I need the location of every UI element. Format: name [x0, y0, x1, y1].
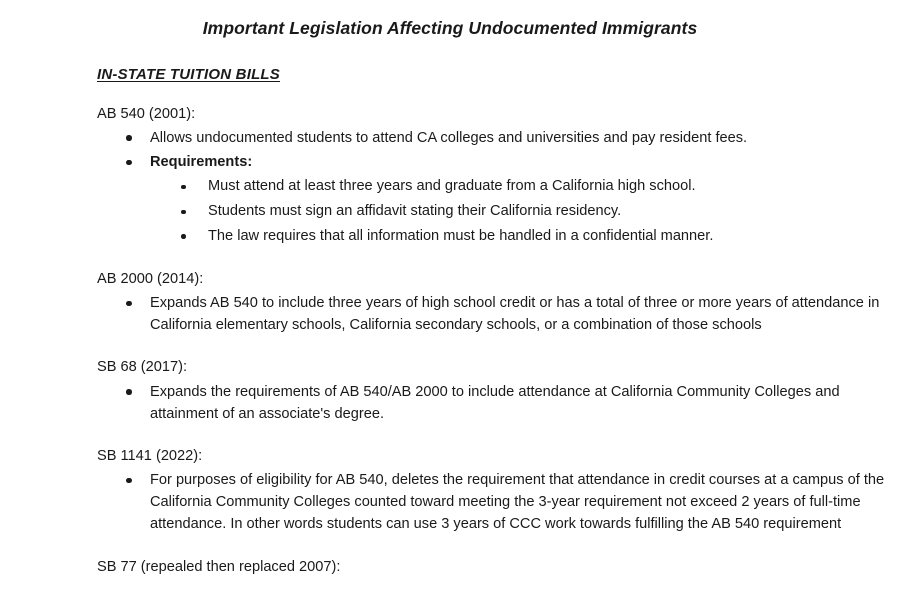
- bullet-disc-icon: [126, 160, 132, 166]
- bill-label-partial: SB 77 (repealed then replaced 2007):: [97, 558, 341, 575]
- list-item-text: The law requires that all information must be handled in a confidential manner.: [208, 228, 714, 245]
- bill-bullet-list: [97, 125, 900, 248]
- list-item-text: Expands AB 540 to include three years of high school credit or has a total of three or more years of attendance in California elementary schools, California secondary schools, or a combination of those schools: [150, 295, 880, 334]
- list-item-text: Requirements:: [150, 154, 253, 171]
- bullet-disc-icon: [126, 478, 132, 484]
- bill-bullet-list: [97, 467, 900, 536]
- list-item: [97, 290, 900, 336]
- section-heading-in-state-tuition-bills: IN-STATE TUITION BILLS: [97, 65, 280, 83]
- bullet-disc-icon: [126, 301, 132, 307]
- list-item-text: Must attend at least three years and graduate from a California high school.: [208, 178, 696, 195]
- list-item-text: For purposes of eligibility for AB 540, deletes the requirement that attendance in credit courses at a campus of the California Community Colleges counted toward meeting the 3-year requirement not exceed 2 years of full-time attendance. In other words students can use 3 years of CCC work towards fulfilling the AB 540 requirement: [150, 472, 885, 533]
- list-item: [97, 467, 900, 536]
- bill-block: [0, 425, 900, 536]
- bill-label: SB 1141 (2022):: [97, 447, 203, 464]
- bill-label: AB 540 (2001):: [97, 105, 196, 122]
- bullet-disc-icon: [126, 135, 132, 141]
- list-item: [150, 198, 900, 223]
- bill-block: [0, 83, 900, 248]
- bullet-dot-icon: [181, 185, 186, 190]
- list-item-text: Allows undocumented students to attend CA colleges and universities and pay resident fees.: [150, 129, 748, 146]
- sub-bullet-list: [150, 173, 900, 248]
- list-item: [97, 149, 900, 248]
- bullet-disc-icon: [126, 389, 132, 395]
- bill-block: [0, 336, 900, 425]
- list-item-text: Students must sign an affidavit stating their California residency.: [208, 203, 622, 220]
- list-item-text: Expands the requirements of AB 540/AB 2000 to include attendance at California Community Colleges and attainment of an associate's degree.: [150, 383, 840, 422]
- list-item: [97, 125, 900, 149]
- bill-label: AB 2000 (2014):: [97, 270, 204, 287]
- list-item: [97, 379, 900, 425]
- bill-bullet-list: [97, 379, 900, 425]
- bill-bullet-list: [97, 290, 900, 336]
- list-item: [150, 223, 900, 248]
- page-title: Important Legislation Affecting Undocumented Immigrants: [202, 18, 698, 38]
- bullet-dot-icon: [181, 234, 186, 239]
- bill-block: [0, 248, 900, 337]
- bill-label: SB 68 (2017):: [97, 359, 188, 376]
- bullet-dot-icon: [181, 210, 186, 215]
- list-item: [150, 173, 900, 198]
